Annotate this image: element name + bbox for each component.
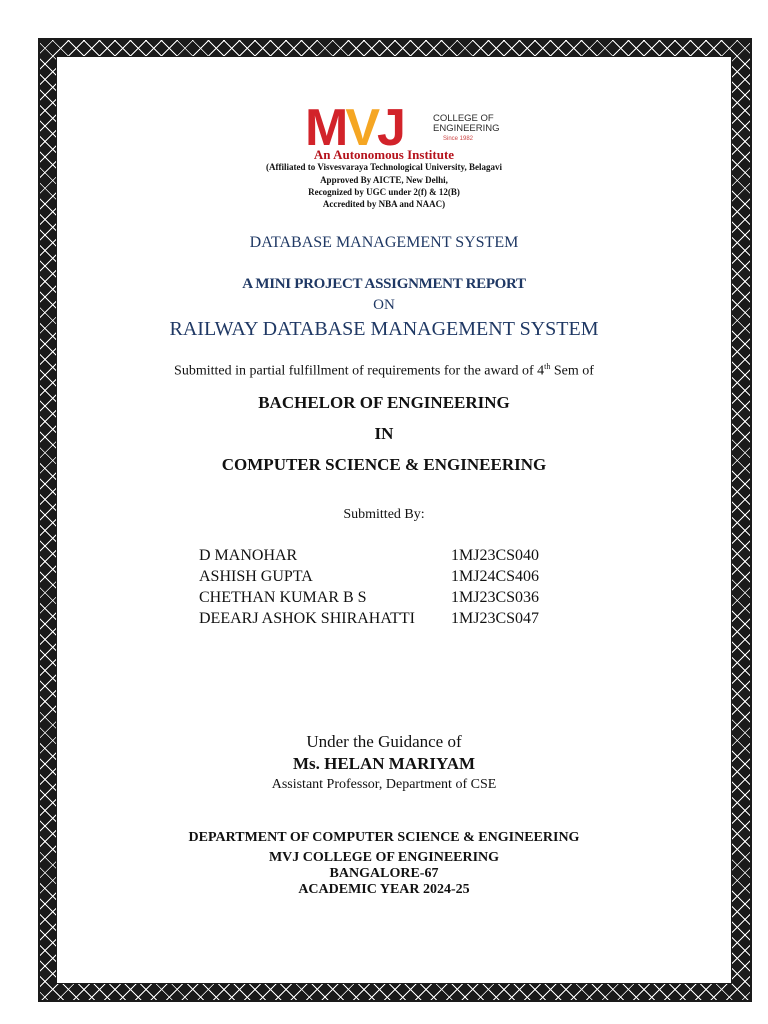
student-usn: 1MJ23CS047: [451, 610, 540, 627]
degree: BACHELOR OF ENGINEERING: [258, 393, 510, 412]
student-row: [199, 566, 579, 587]
student-row: [199, 587, 579, 608]
student-usn: 1MJ23CS040: [451, 547, 540, 564]
student-row: [199, 545, 579, 566]
student-list: [199, 545, 579, 629]
student-usn: 1MJ24CS406: [451, 568, 540, 585]
project-title: RAILWAY DATABASE MANAGEMENT SYSTEM: [169, 318, 599, 340]
footer-academic-year: ACADEMIC YEAR 2024-25: [298, 882, 470, 897]
report-type: A MINI PROJECT ASSIGNMENT REPORT: [242, 276, 526, 292]
affiliation-line: Approved By AICTE, New Delhi,: [320, 175, 448, 185]
footer-city: BANGALORE-67: [329, 866, 439, 881]
footer-college: MVJ COLLEGE OF ENGINEERING: [268, 850, 500, 865]
student-name: CHETHAN KUMAR B S: [199, 589, 367, 606]
guide-designation: Assistant Professor, Department of CSE: [271, 777, 497, 792]
student-usn: 1MJ23CS036: [451, 589, 540, 606]
footer-department: DEPARTMENT OF COMPUTER SCIENCE & ENGINEERING: [188, 830, 580, 845]
student-row: [199, 608, 579, 629]
logo-college-text: COLLEGE OF ENGINEERING: [433, 113, 500, 134]
fulfillment-text: Submitted in partial fulfillment of requirements for the award of 4th Sem of: [174, 362, 594, 379]
affiliation-line: Recognized by UGC under 2(f) & 12(B): [308, 187, 460, 197]
logo-since: Since 1982: [443, 136, 474, 142]
submitted-by-label: Submitted By:: [343, 507, 425, 522]
student-name: DEEARJ ASHOK SHIRAHATTI: [199, 610, 416, 627]
student-name: D MANOHAR: [199, 547, 298, 564]
on-label: ON: [373, 297, 395, 313]
logo-letters: MVJ: [305, 99, 403, 157]
autonomous-tagline: An Autonomous Institute: [313, 147, 455, 162]
guidance-label: Under the Guidance of: [306, 732, 462, 751]
in-label: IN: [374, 424, 394, 443]
subject-heading: DATABASE MANAGEMENT SYSTEM: [249, 234, 519, 251]
affiliation-line: Accredited by NBA and NAAC): [322, 199, 446, 209]
guide-name: Ms. HELAN MARIYAM: [292, 754, 476, 773]
student-name: ASHISH GUPTA: [199, 568, 313, 585]
branch: COMPUTER SCIENCE & ENGINEERING: [221, 455, 547, 474]
affiliation-line: (Affiliated to Visvesvaraya Technological University, Belagavi: [266, 162, 502, 172]
